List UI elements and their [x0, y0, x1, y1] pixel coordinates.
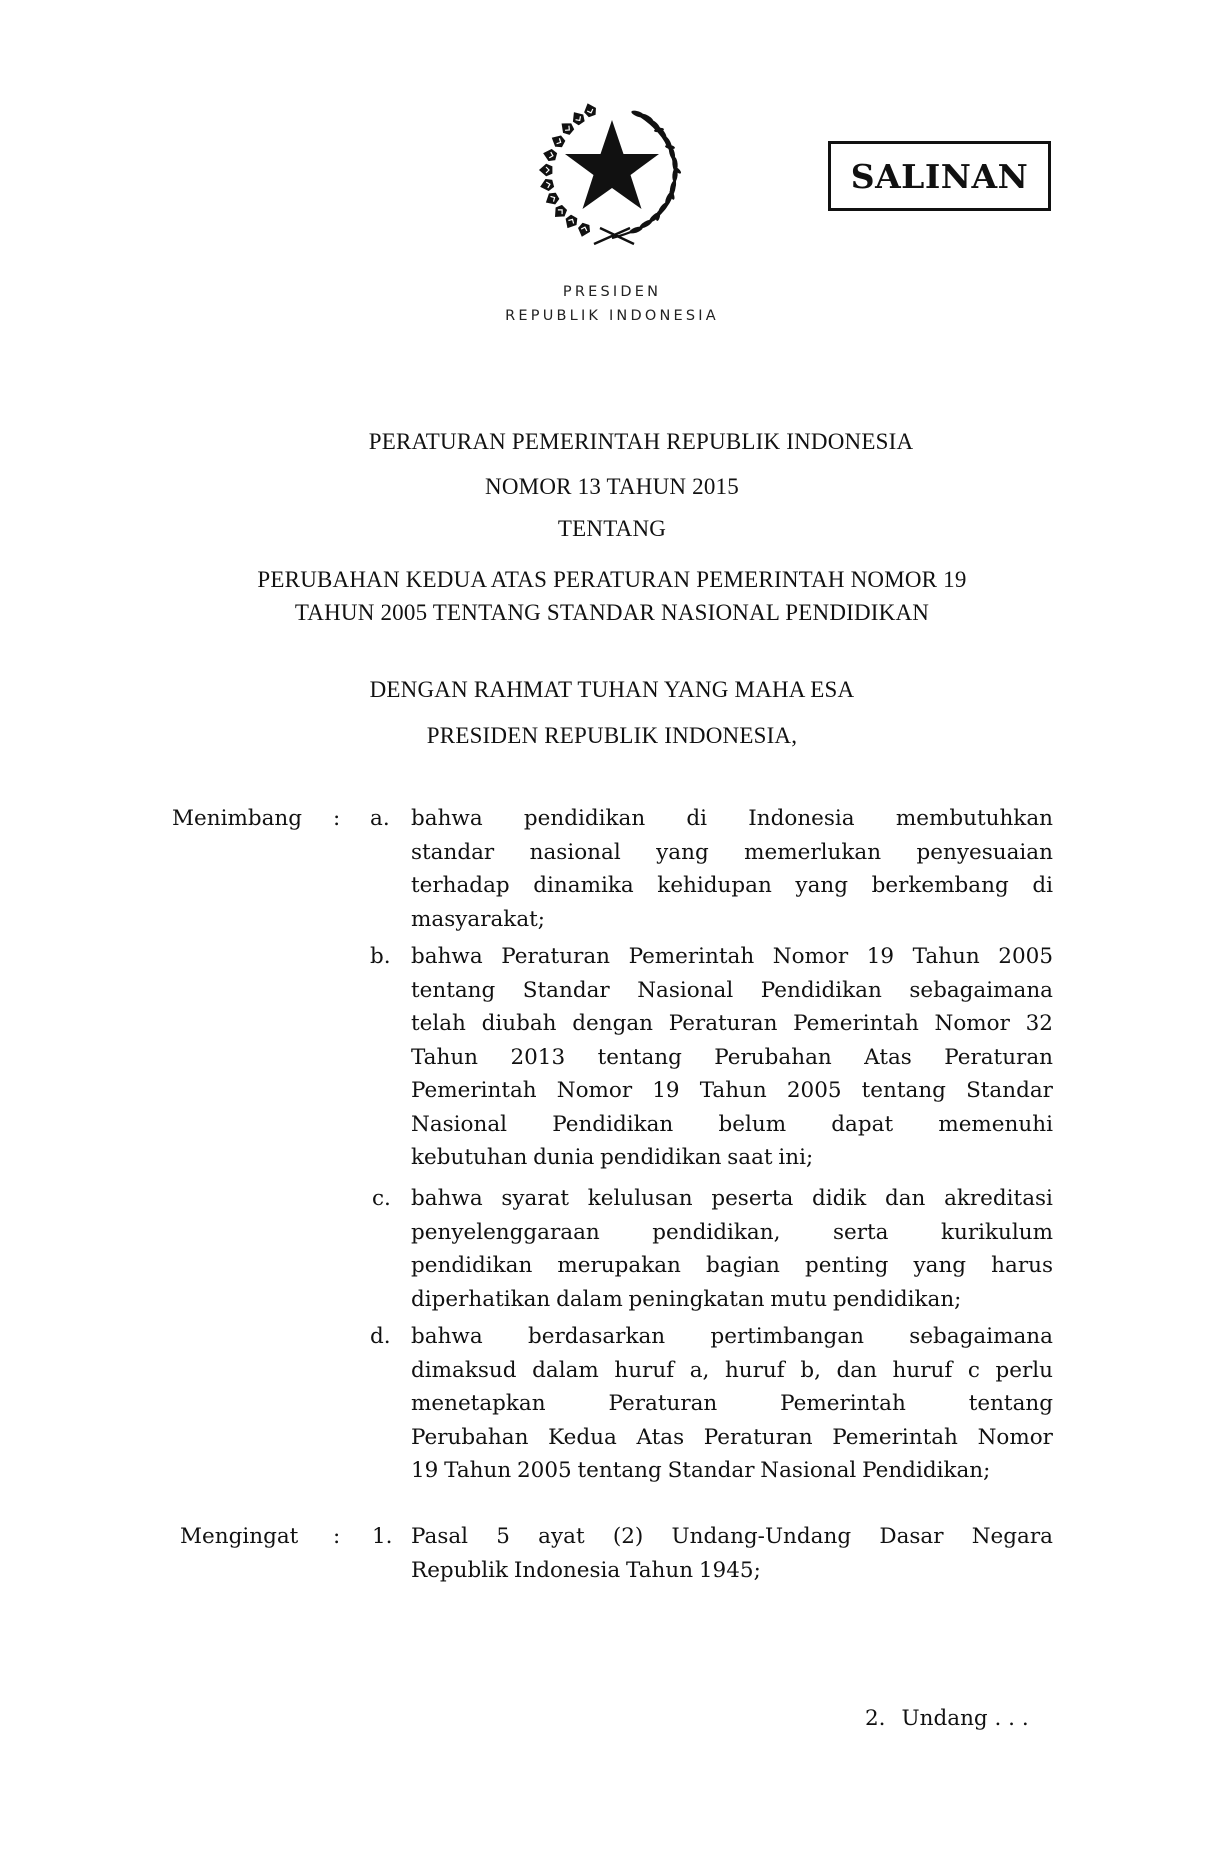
word: Pendidikan [760, 977, 882, 1003]
next-item-word: Undang . . . [901, 1706, 1029, 1731]
word: Pemerintah [832, 1424, 958, 1450]
word: belum [718, 1111, 787, 1137]
word: peserta [711, 1186, 794, 1211]
word: 19 [411, 1458, 439, 1483]
word: Dasar [879, 1524, 944, 1549]
word: menetapkan [411, 1391, 546, 1416]
word: pendidikan [523, 806, 646, 831]
word: pendidikan, [652, 1219, 781, 1245]
menimbang-item-d [411, 1326, 1053, 1494]
word: Peraturan [944, 1044, 1053, 1070]
next-item-number: 2. [865, 1706, 886, 1731]
text-line [411, 946, 1053, 980]
word: b, [800, 1357, 821, 1383]
word: Tahun [912, 944, 980, 969]
word: Pemerintah [411, 1078, 537, 1103]
word: merupakan [557, 1253, 681, 1278]
word: dan [884, 1186, 926, 1211]
word: nasional [529, 839, 621, 865]
word: Peraturan [608, 1391, 718, 1416]
word: 32 [1025, 1011, 1053, 1036]
word: tentang [577, 1458, 662, 1483]
word: penting [804, 1253, 889, 1278]
word: berdasarkan [527, 1324, 666, 1349]
word: c [967, 1357, 980, 1383]
text-line [411, 1460, 1053, 1494]
office-title-president: PRESIDEN [562, 284, 662, 300]
word: ayat [538, 1524, 585, 1549]
word: huruf [724, 1357, 785, 1383]
page-continuation [865, 1708, 1029, 1730]
word: harus [991, 1253, 1053, 1278]
text-line [411, 1286, 1053, 1323]
word: Kedua [548, 1424, 617, 1450]
menimbang-marker-c: c. [372, 1186, 391, 1211]
menimbang-marker-a: a. [370, 806, 390, 831]
word: terhadap [411, 873, 510, 898]
regulation-subject-line2: TAHUN 2005 TENTANG STANDAR NASIONAL PENDIDIKAN [294, 600, 930, 625]
word: Peraturan [703, 1424, 813, 1450]
word: Tahun [444, 1458, 512, 1483]
word: di [1032, 873, 1053, 898]
word: Peraturan [668, 1011, 778, 1036]
word: Nasional [637, 977, 734, 1003]
word: Perubahan [411, 1424, 529, 1450]
word: diubah [481, 1011, 557, 1036]
word: Nomor [934, 1011, 1010, 1036]
word: tentang [861, 1078, 946, 1103]
text-line [411, 1044, 1053, 1081]
text-line [411, 1219, 1053, 1256]
text-line [411, 1393, 1053, 1427]
preamble-line1: DENGAN RAHMAT TUHAN YANG MAHA ESA [369, 677, 855, 702]
word: sebagaimana [909, 977, 1053, 1003]
text-line [411, 1526, 1053, 1560]
word: Tahun [411, 1044, 479, 1070]
word: tentang [968, 1391, 1053, 1416]
word: 2005 [998, 944, 1053, 969]
word: telah [411, 1011, 466, 1036]
word: 19 [652, 1078, 680, 1103]
word: Pendidikan [552, 1111, 674, 1137]
text-line [411, 1557, 1053, 1594]
word: mutu [770, 1286, 828, 1312]
word: Perubahan [714, 1044, 832, 1070]
word: Standar [966, 1078, 1053, 1103]
word: didik [811, 1186, 867, 1211]
word: kehidupan [657, 873, 772, 898]
text-line [411, 1188, 1053, 1222]
word: 5 [496, 1524, 510, 1549]
word: Atas [636, 1424, 685, 1450]
menimbang-item-b [411, 946, 1053, 1181]
word: memerlukan [744, 839, 882, 865]
word: yang [656, 839, 709, 865]
word: Indonesia [748, 806, 855, 831]
text-line [411, 1424, 1053, 1461]
menimbang-colon: : [333, 806, 341, 831]
word: Republik [411, 1557, 509, 1583]
word: bahwa [411, 1324, 483, 1349]
word: ini; [778, 1145, 814, 1170]
word: dan [836, 1357, 877, 1383]
text-line [411, 839, 1053, 876]
word: huruf [614, 1357, 675, 1383]
word: perlu [995, 1357, 1053, 1383]
word: dinamika [533, 873, 634, 898]
word: Undang-Undang [671, 1524, 852, 1549]
word: peningkatan [628, 1286, 765, 1312]
word: diperhatikan [411, 1286, 551, 1312]
word: Nasional [760, 1458, 857, 1483]
word: 2013 [510, 1044, 566, 1070]
word: Standar [522, 977, 610, 1003]
text-line [411, 1357, 1053, 1394]
text-line [411, 1080, 1053, 1114]
mengingat-marker-1: 1. [372, 1524, 393, 1549]
text-line [411, 808, 1053, 842]
word: pendidikan; [832, 1286, 962, 1312]
word: Nomor [772, 944, 849, 969]
word: Standar [667, 1458, 755, 1483]
word: kelulusan [587, 1186, 693, 1211]
word: pendidikan [600, 1145, 722, 1170]
menimbang-item-c [411, 1188, 1053, 1322]
preamble-line2: PRESIDEN REPUBLIK INDONESIA, [426, 723, 798, 748]
word: Tahun [699, 1078, 767, 1103]
word: Pasal [411, 1524, 469, 1549]
word: dunia [533, 1145, 595, 1170]
word: Indonesia [513, 1557, 621, 1583]
word: masyarakat; [411, 906, 546, 932]
word: yang [913, 1253, 967, 1278]
word: Peraturan [501, 944, 610, 969]
text-line [411, 1147, 1053, 1181]
word: 2005 [516, 1458, 572, 1483]
word: Negara [971, 1524, 1053, 1549]
regulation-subject-line1: PERUBAHAN KEDUA ATAS PERATURAN PEMERINTAH NOMOR 19 [257, 567, 967, 592]
word: huruf [892, 1357, 953, 1383]
word: Pendidikan; [862, 1458, 991, 1483]
text-line [411, 1111, 1053, 1148]
office-title-republic: REPUBLIK INDONESIA [505, 308, 719, 324]
regulation-number: NOMOR 13 TAHUN 2015 [485, 474, 739, 499]
word: bahwa [411, 944, 483, 969]
word: syarat [501, 1186, 570, 1211]
mengingat-item-1 [411, 1526, 1053, 1593]
word: akreditasi [944, 1186, 1053, 1211]
word: Nasional [411, 1111, 508, 1137]
salinan-stamp [828, 141, 1051, 211]
word: a, [689, 1357, 710, 1383]
word: penyesuaian [916, 839, 1053, 865]
word: dalam [532, 1357, 599, 1383]
word: bagian [705, 1253, 780, 1278]
regulation-title: PERATURAN PEMERINTAH REPUBLIK INDONESIA [368, 429, 914, 454]
word: Pemerintah [793, 1011, 919, 1036]
menimbang-marker-b: b. [370, 944, 391, 969]
word: Pemerintah [780, 1391, 906, 1416]
word: kebutuhan [411, 1145, 528, 1170]
word: Pemerintah [628, 944, 755, 969]
presidential-emblem-icon [534, 100, 690, 246]
text-line [411, 1326, 1053, 1360]
menimbang-label: Menimbang [172, 806, 303, 831]
word: 1945; [698, 1557, 761, 1583]
word: 19 [866, 944, 895, 969]
word: serta [832, 1219, 889, 1245]
word: penyelenggaraan [411, 1219, 600, 1245]
word: dalam [556, 1286, 623, 1312]
word: pertimbangan [710, 1324, 864, 1349]
word: pendidikan [411, 1253, 533, 1278]
word: memenuhi [938, 1111, 1053, 1137]
word: dimaksud [411, 1357, 517, 1383]
text-line [411, 1013, 1053, 1047]
word: tentang [597, 1044, 682, 1070]
word: Tahun [626, 1557, 694, 1583]
regulation-tentang: TENTANG [557, 516, 667, 541]
word: kurikulum [940, 1219, 1053, 1245]
text-line [411, 875, 1053, 909]
word: yang [795, 873, 848, 898]
word: berkembang [871, 873, 1009, 898]
word: dengan [572, 1011, 653, 1036]
word: sebagaimana [909, 1324, 1053, 1349]
word: (2) [612, 1524, 644, 1549]
word: Atas [864, 1044, 912, 1070]
word: Nomor [977, 1424, 1053, 1450]
stamp-label: SALINAN [850, 156, 1029, 196]
menimbang-item-a [411, 808, 1053, 942]
star-icon [565, 120, 659, 209]
word: membutuhkan [895, 806, 1053, 831]
word: saat [727, 1145, 773, 1170]
menimbang-marker-d: d. [370, 1324, 391, 1349]
word: dapat [831, 1111, 894, 1137]
word: tentang [411, 977, 496, 1003]
mengingat-label: Mengingat [180, 1524, 299, 1549]
mengingat-colon: : [333, 1524, 341, 1549]
word: bahwa [411, 806, 483, 831]
word: standar [411, 839, 495, 865]
word: Nomor [556, 1078, 633, 1103]
text-line [411, 1255, 1053, 1289]
word: di [686, 806, 708, 831]
word: 2005 [786, 1078, 842, 1103]
text-line [411, 977, 1053, 1014]
word: bahwa [411, 1186, 483, 1211]
text-line [411, 906, 1053, 943]
